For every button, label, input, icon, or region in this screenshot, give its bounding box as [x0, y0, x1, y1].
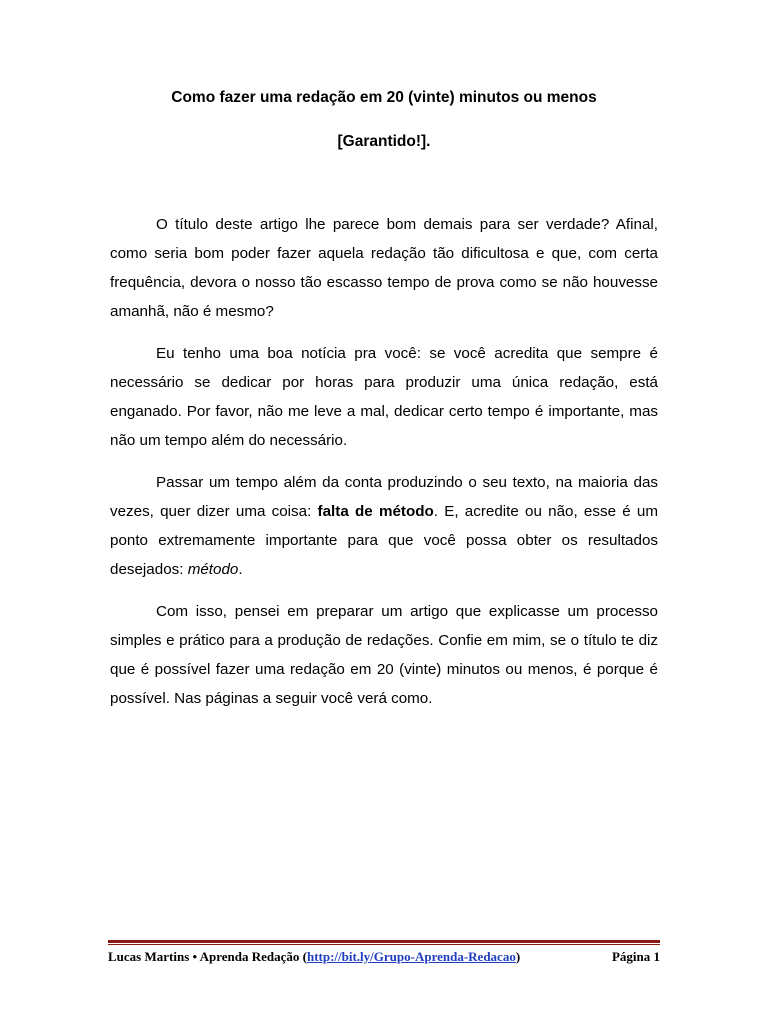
- paragraph-3-text-c: .: [238, 561, 243, 578]
- document-title-tag: [Garantido!].: [337, 133, 431, 150]
- footer-link[interactable]: http://bit.ly/Grupo-Aprenda-Redacao: [306, 949, 516, 964]
- page-number: Página 1: [611, 949, 660, 964]
- emphasis-metodo: método: [187, 561, 239, 578]
- paragraph-1: O título deste artigo lhe parece bom demais para ser verdade? Afinal, como seria bom poder fazer aquela redação tão dificultosa e que, com certa frequência, devora o nosso tão escasso tempo de prova como se não houvesse amanhã, não é mesmo?: [110, 216, 658, 320]
- footer-author-suffix: ): [515, 949, 521, 964]
- footer-author-prefix: Lucas Martins • Aprenda Redação (: [108, 949, 307, 964]
- paragraph-3-text-b: . E, acredite ou não, esse é um ponto extremamente importante para que você possa obter os resultados desejados:: [110, 503, 659, 578]
- document-title: Como fazer uma redação em 20 (vinte) minutos ou menos: [171, 89, 597, 106]
- paragraph-4: Com isso, pensei em preparar um artigo que explicasse um processo simples e prático para a produção de redações. Confie em mim, se o título te diz que é possível fazer uma redação em 20 (vinte) minutos ou menos, é porque é possível. Nas páginas a seguir você verá como.: [110, 603, 658, 707]
- paragraph-2: Eu tenho uma boa notícia pra você: se você acredita que sempre é necessário se dedicar por horas para produzir uma única redação, está enganado. Por favor, não me leve a mal, dedicar certo tempo é importante, mas não um tempo além do necessário.: [110, 345, 658, 449]
- footer-divider-thin: [108, 944, 660, 945]
- page-footer: [108, 948, 660, 966]
- emphasis-falta-de-metodo: falta de método: [317, 503, 434, 520]
- document-body: [110, 210, 658, 726]
- footer-author: [108, 948, 520, 966]
- footer-divider-thick: [108, 940, 660, 943]
- paragraph-3: [110, 468, 658, 584]
- paragraph-3-text-a: Passar um tempo além da conta produzindo o seu texto, na maioria das vezes, quer dizer uma coisa:: [110, 474, 658, 520]
